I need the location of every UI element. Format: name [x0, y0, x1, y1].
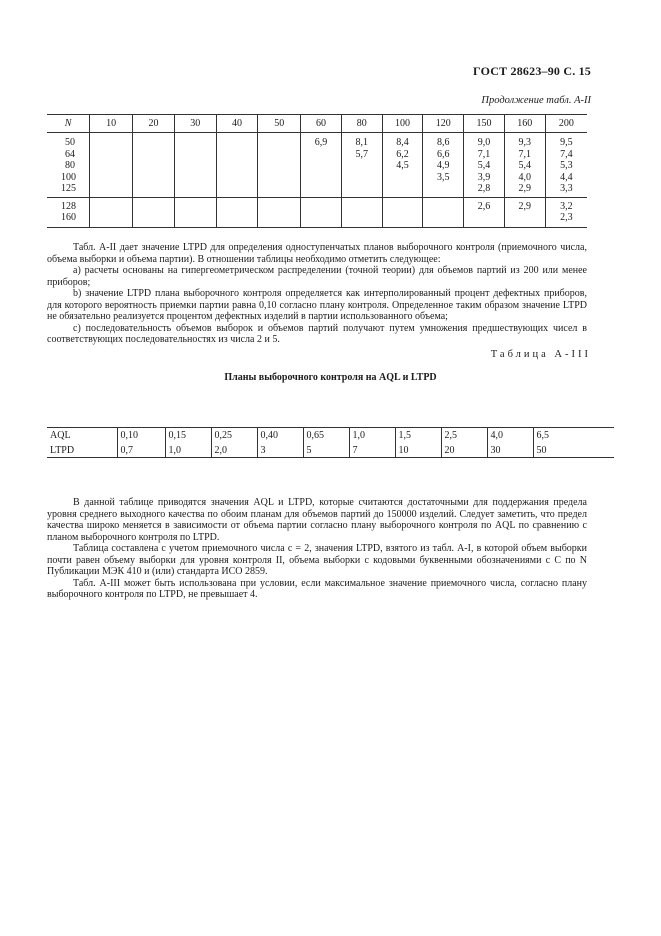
table-cell: 0,15 [165, 428, 211, 443]
table-cell [258, 197, 301, 227]
table-cell: 5 [303, 443, 349, 458]
n-values-cell [47, 197, 90, 227]
col-header-10: 10 [90, 115, 133, 133]
col-header-200: 200 [545, 115, 587, 133]
n-values-cell [47, 133, 90, 198]
table-cell [216, 133, 258, 198]
table-row [47, 133, 587, 198]
table-cell [301, 133, 342, 198]
table-cell [464, 133, 505, 198]
cell-value: 5,7 [355, 148, 369, 160]
cell-value: 2,3 [560, 212, 573, 223]
paragraph: Табл. А-II дает значение LTPD для определения одноступенчатых планов выборочного контроля (приемочного числа, объема выборки и объема партии). В отношении таблицы необходимо отметить следующее: [47, 242, 587, 265]
cell-value: 3,5 [437, 171, 450, 183]
table-cell: 1,0 [165, 443, 211, 458]
table-cell: 20 [441, 443, 487, 458]
table-cell: 10 [395, 443, 441, 458]
table-cell [382, 133, 423, 198]
cell-value: 3,9 [477, 171, 491, 183]
table-cell [423, 133, 464, 198]
cell-value: 5,4 [477, 160, 491, 171]
explanation-text [47, 242, 587, 346]
table-cell [545, 133, 587, 198]
table-cell: 50 [533, 443, 614, 458]
list-item-b: b) значение LTPD плана выборочного контроля определяется как интерполированный процент дефектных приборов, для которого вероятность приемки партии равна 0,10 согласно плану контроля. Определенное таким образом значение LTPD не обязательно реализуется процентом дефектных изделий в партии использованного объема; [47, 288, 587, 322]
cell-value: 6,9 [314, 137, 328, 148]
table-a2 [47, 114, 587, 228]
page-header: ГОСТ 28623–90 С. 15 [473, 64, 591, 78]
cell-value: 4,9 [437, 160, 450, 171]
row-label-ltpd: LTPD [47, 443, 117, 458]
cell-value: 8,6 [437, 137, 450, 148]
table-row [47, 443, 614, 458]
cell-value: 160 [61, 212, 76, 223]
cell-value: 100 [61, 171, 76, 183]
paragraph: Табл. А-III может быть использована при условии, если максимальное значение приемочного числа, согласно плану выборочного контроля по LTPD, не превышает 4. [47, 577, 587, 600]
table-cell [133, 197, 175, 227]
paragraph: Таблица составлена с учетом приемочного числа c = 2, значения LTPD, взятого из табл. А-I, в которой объем выборки почти равен объему выборки для уровня контроля II, объема выборки с кодовыми буквенными обозначениями с С по N Публикации МЭК 410 и (или) стандарта ИСО 2859. [47, 543, 587, 577]
table-cell [216, 197, 258, 227]
table-cell: 3 [257, 443, 303, 458]
cell-value: 7,4 [560, 148, 573, 160]
col-header-150: 150 [464, 115, 505, 133]
table-cell [545, 197, 587, 227]
cell-value: 5,4 [518, 160, 532, 171]
table-cell: 1,5 [395, 428, 441, 443]
cell-value: 8,1 [355, 137, 369, 148]
table-row [47, 428, 614, 443]
cell-value: 2,6 [477, 200, 491, 212]
table-cell [258, 133, 301, 198]
list-item-c: с) последовательность объемов выборок и объемов партий получают путем умножения предшествующих чисел в соответствующих последовательностях из числа 2 и 5. [47, 322, 587, 345]
table-cell: 0,10 [117, 428, 165, 443]
table-cell [90, 133, 133, 198]
table-cell: 2,0 [211, 443, 257, 458]
table-cell: 4,0 [487, 428, 533, 443]
cell-value: 4,4 [560, 171, 573, 183]
col-header-160: 160 [504, 115, 545, 133]
table-cell [174, 197, 216, 227]
cell-value: 9,0 [477, 137, 491, 148]
table-cell: 2,5 [441, 428, 487, 443]
table-cell [174, 133, 216, 198]
table-cell: 6,5 [533, 428, 614, 443]
table-cell [301, 197, 342, 227]
col-header-30: 30 [174, 115, 216, 133]
cell-value: 4,5 [396, 160, 409, 171]
table-continuation-caption: Продолжение табл. А-II [481, 95, 591, 106]
cell-value: 2,9 [518, 200, 532, 212]
cell-value: 7,1 [518, 148, 532, 160]
table-row [47, 197, 587, 227]
table-cell [90, 197, 133, 227]
cell-value: 4,0 [518, 171, 532, 183]
table-cell [464, 197, 505, 227]
col-header-20: 20 [133, 115, 175, 133]
cell-value: 3,2 [560, 200, 573, 212]
col-header-n: N [47, 115, 90, 133]
table-cell: 1,0 [349, 428, 395, 443]
table-cell [382, 197, 423, 227]
table-cell: 0,65 [303, 428, 349, 443]
paragraph: В данной таблице приводятся значения AQL и LTPD, которые считаются достаточными для поддержания предела уровня среднего выходного качества по обоим планам для объемов партий до 150000 изделий. Следует заметить, что предел качества широко меняется в зависимости от объема партии согласно плану выборочного контроля по AQL по сравнению с планом выборочного контроля по LTPD. [47, 497, 587, 543]
list-item-a: а) расчеты основаны на гипергеометрическом распределении (точной теории) для объемов партий из 200 или менее приборов; [47, 265, 587, 288]
table-cell: 30 [487, 443, 533, 458]
cell-value: 8,4 [396, 137, 409, 148]
col-header-50: 50 [258, 115, 301, 133]
table-a2-header-row [47, 115, 587, 133]
cell-value: 64 [65, 148, 75, 160]
cell-value: 6,6 [437, 148, 450, 160]
cell-value: 7,1 [477, 148, 491, 160]
table-cell: 0,7 [117, 443, 165, 458]
table-cell [504, 133, 545, 198]
cell-value: 2,9 [518, 183, 532, 194]
cell-value: 2,8 [477, 183, 491, 194]
row-label-aql: AQL [47, 428, 117, 443]
table-cell: 0,25 [211, 428, 257, 443]
table-a3 [47, 427, 614, 458]
notes-text [47, 497, 587, 601]
table-cell [341, 133, 382, 198]
cell-value: 3,3 [560, 183, 573, 194]
table-number-label: Таблица А-III [490, 349, 591, 360]
cell-value: 128 [61, 200, 76, 212]
cell-value: 6,2 [396, 148, 409, 160]
table-cell [133, 133, 175, 198]
cell-value: 9,3 [518, 137, 532, 148]
cell-value: 9,5 [560, 137, 573, 148]
table-title: Планы выборочного контроля на AQL и LTPD [224, 372, 437, 383]
table-cell [341, 197, 382, 227]
cell-value: 125 [61, 183, 76, 194]
cell-value: 80 [65, 160, 75, 171]
table-cell: 7 [349, 443, 395, 458]
cell-value: 5,3 [560, 160, 573, 171]
col-header-100: 100 [382, 115, 423, 133]
table-cell [504, 197, 545, 227]
col-header-120: 120 [423, 115, 464, 133]
table-cell [423, 197, 464, 227]
table-cell: 0,40 [257, 428, 303, 443]
col-header-80: 80 [341, 115, 382, 133]
col-header-40: 40 [216, 115, 258, 133]
col-header-60: 60 [301, 115, 342, 133]
cell-value: 50 [65, 137, 75, 148]
